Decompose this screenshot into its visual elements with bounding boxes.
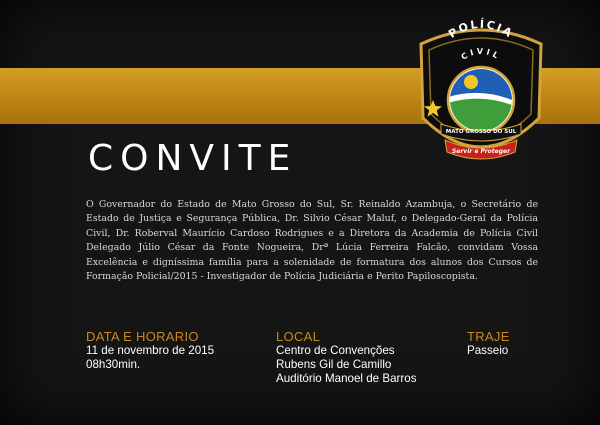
- sun-icon: [464, 75, 478, 89]
- emblem-motto: Servir e Proteger: [451, 148, 511, 155]
- emblem-region-text: MATO GROSSO DO SUL: [445, 129, 517, 135]
- location-heading: LOCAL: [276, 329, 321, 344]
- location-line: Auditório Manoel de Barros: [276, 372, 417, 385]
- location-line: Rubens Gil de Camillo: [276, 358, 392, 371]
- body-line: família para a solenidade de formatura dos alunos dos Cursos de Formação Policial/2015 -: [86, 256, 538, 283]
- emblem-top-text: POLÍCIA: [446, 17, 516, 41]
- invitation-body: [86, 198, 538, 284]
- date-time-section: [86, 329, 214, 372]
- emblem-sub-text: CIVIL: [459, 46, 503, 62]
- body-line: Estado de Justiça e Segurança Pública, Dr. Silvio César Maluf, o Delegado-Geral da Polícia: [86, 213, 538, 225]
- invitation-title: CONVITE: [88, 138, 298, 179]
- date-time-heading: DATA E HORARIO: [86, 329, 199, 344]
- location-section: [276, 329, 417, 386]
- body-line: Civil, Dr. Roberval Maurício Cardoso Rodrigues e a Diretora da Academia de Polícia Civil Delegado: [86, 227, 538, 254]
- body-line: Júlio César da Fonte Nogueira, Drª Lúcia Ferreira Falcão, convidam Vossa Excelência e digníssima: [86, 242, 539, 268]
- dress-code-heading: TRAJE: [467, 329, 510, 344]
- location-line: Centro de Convenções: [276, 344, 395, 357]
- dress-code-value: Passeio: [467, 344, 509, 357]
- policia-civil-emblem: [415, 14, 547, 174]
- dress-code-section: [467, 329, 510, 358]
- body-line: Investigador de Polícia Judiciária e Perito Papiloscopista.: [206, 271, 478, 283]
- body-line: O Governador do Estado de Mato Grosso do Sul, Sr. Reinaldo Azambuja, o Secretário de: [86, 199, 538, 210]
- event-date: 11 de novembro de 2015: [86, 344, 215, 357]
- event-time: 08h30min.: [86, 358, 141, 371]
